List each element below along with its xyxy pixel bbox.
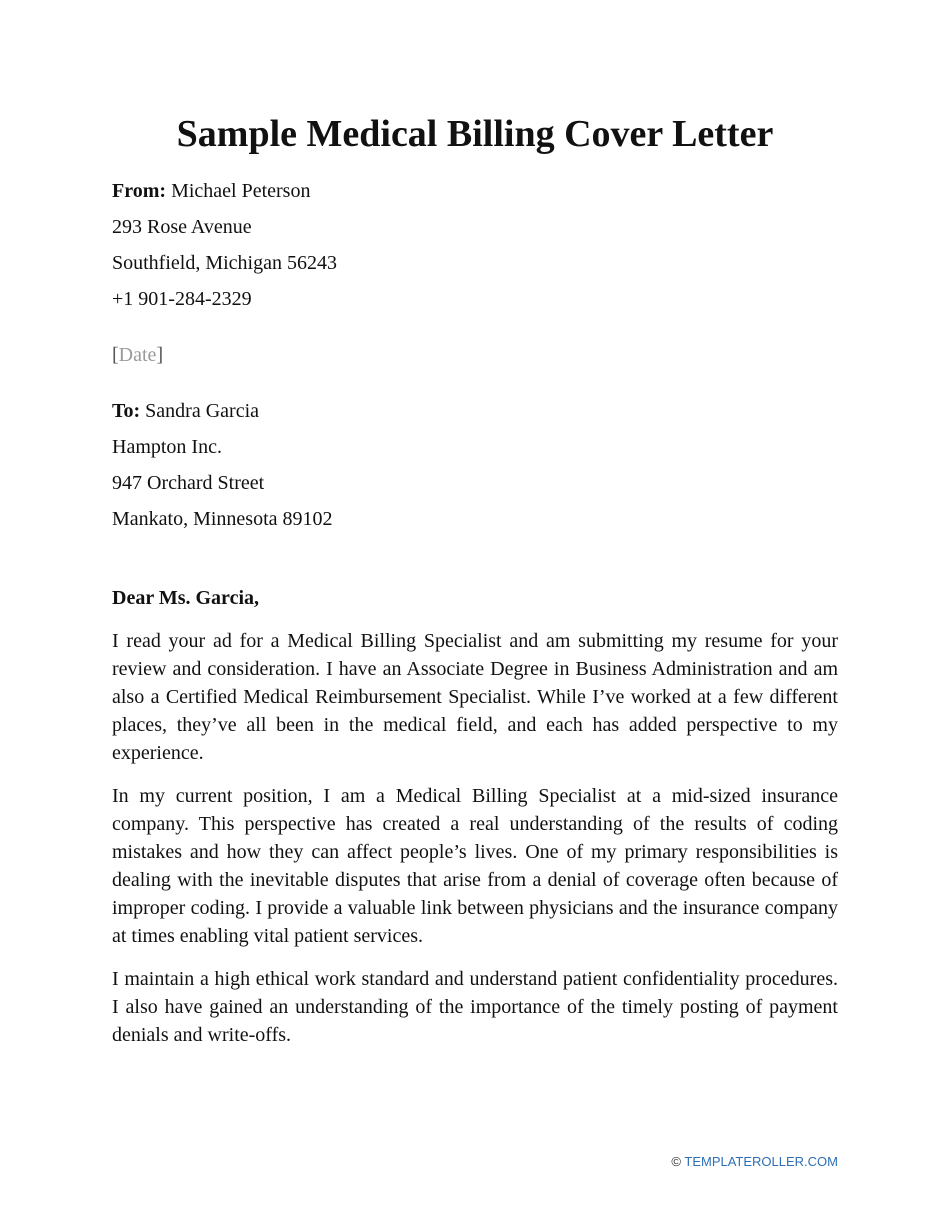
document-title: Sample Medical Billing Cover Letter	[176, 113, 774, 155]
date-placeholder: Date	[118, 344, 157, 366]
sender-city: Southfield, Michigan 56243	[112, 252, 337, 274]
recipient-street: 947 Orchard Street	[112, 472, 265, 494]
salutation: Dear Ms. Garcia,	[112, 587, 260, 609]
sender-phone: +1 901-284-2329	[112, 288, 252, 310]
body-paragraph-3: I maintain a high ethical work standard and understand patient confidentiality procedures. I also have gained an understanding of the importance of the timely posting of payment denials and write-offs.	[112, 968, 838, 1046]
sender-name: Michael Peterson	[171, 180, 311, 202]
recipient-name-line	[112, 398, 259, 424]
body-paragraph-1: I read your ad for a Medical Billing Specialist and am submitting my resume for your review and consideration. I have an Associate Degree in Business Administration and am also a Certified Medical Reimbursement Specialist. While I’ve worked at a few different places, they’ve all been in the medical field, and each has added perspective to my experience.	[112, 630, 838, 764]
sender-label: From:	[112, 180, 167, 202]
sender-street: 293 Rose Avenue	[112, 216, 252, 238]
recipient-company: Hampton Inc.	[112, 436, 222, 458]
copyright-symbol: ©	[671, 1154, 681, 1169]
templateroller-link[interactable]: TEMPLATEROLLER.COM	[684, 1154, 838, 1169]
recipient-city: Mankato, Minnesota 89102	[112, 508, 333, 530]
sender-name-line	[112, 178, 310, 204]
body-paragraph-2: In my current position, I am a Medical Billing Specialist at a mid-sized insurance company. This perspective has created a real understanding of the results of coding mistakes and how they can affect people’s lives. One of my primary responsibilities is dealing with the inevitable disputes that arise from a denial of coverage often because of improper coding. I provide a valuable link between physicians and the insurance company at times enabling vital patient services.	[112, 785, 838, 947]
recipient-label: To:	[112, 400, 141, 422]
recipient-name: Sandra Garcia	[145, 400, 259, 422]
date-placeholder-field[interactable]	[112, 342, 163, 368]
date-close-bracket: ]	[156, 344, 164, 366]
footer-credit	[671, 1154, 838, 1169]
date-open-bracket: [	[112, 344, 119, 366]
